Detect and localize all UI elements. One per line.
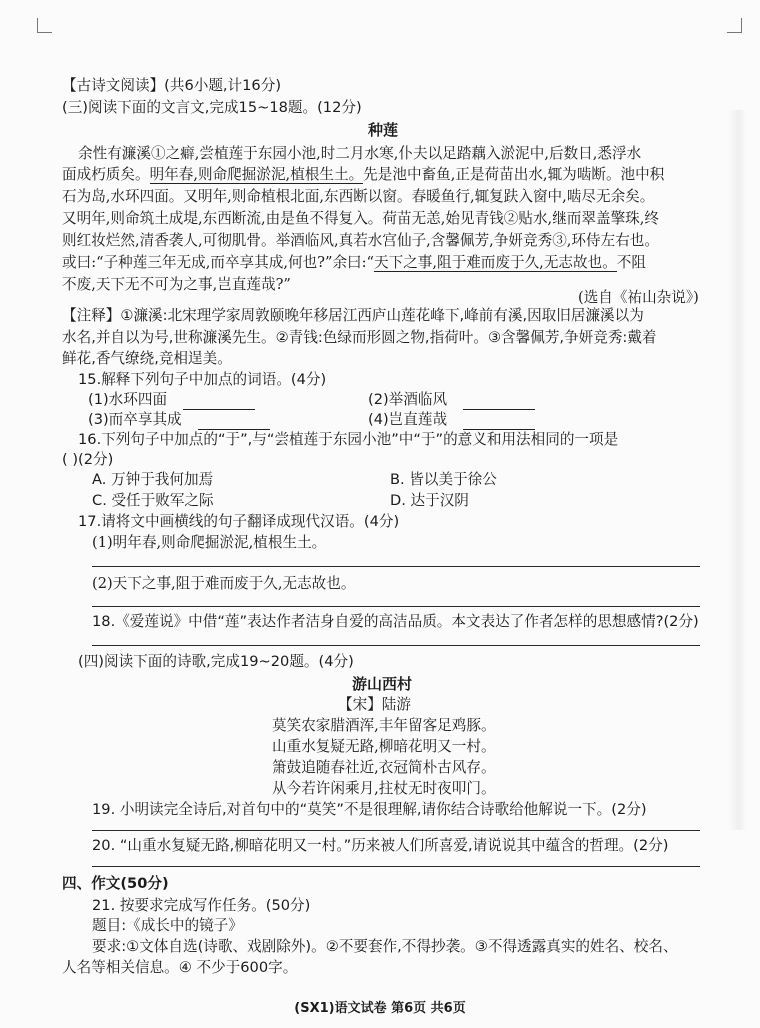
q17-answer-line-1[interactable] <box>92 566 700 567</box>
q15-item-4: (4)岂直莲哉 <box>368 410 535 430</box>
q15-stem: 15.解释下列句子中加点的词语。(4分) <box>78 371 327 388</box>
q15-answer-2[interactable] <box>463 395 535 410</box>
section-header: 【古诗文阅读】(共6小题,计16分) <box>62 77 282 94</box>
passage-line-2-start: 面成朽质矣。 <box>62 166 150 183</box>
composition-title: 题目:《成长中的镜子》 <box>92 917 243 934</box>
q15-item-2: (2)举酒临风 <box>368 390 535 410</box>
poem-line-2: 山重水复疑无路,柳暗花明又一村。 <box>272 738 496 755</box>
q16-option-c[interactable]: C. 受任于败军之际 <box>92 492 214 509</box>
q18-answer-line[interactable] <box>92 645 700 646</box>
passage-title: 种莲 <box>368 121 399 139</box>
q15-answer-4[interactable] <box>463 415 535 430</box>
passage-line-7: 不废,天下无不可为之事,岂直莲哉?” <box>62 276 291 293</box>
passage-line-6-start: 或曰:“子种莲三年无成,而卒享其成,何也?”余曰:“ <box>62 254 375 271</box>
q16-option-a[interactable]: A. 万钟于我何加焉 <box>92 471 214 488</box>
q15-item-1: (1)水环四面 <box>88 390 255 410</box>
q16-stem-2: ( )(2分) <box>62 451 114 468</box>
notes-line-3: 鲜花,香气缭绕,竞相逞美。 <box>62 350 232 367</box>
q18-stem: 18.《爱莲说》中借“莲”表达作者洁身自爱的高洁品质。本文表达了作者怎样的思想感情?(2分) <box>92 613 699 630</box>
passage-line-5: 则红妆烂然,清香袭人,可彻肌骨。举酒临风,真若水宫仙子,含馨佩芳,争妍竞秀③,环侍左右也。 <box>62 232 659 249</box>
q16-option-d[interactable]: D. 达于汉阴 <box>390 492 469 509</box>
part4-heading: (四)阅读下面的诗歌,完成19~20题。(4分) <box>78 653 354 670</box>
q15-answer-1[interactable] <box>183 395 255 410</box>
composition-requirement-2: 人名等相关信息。④ 不少于600字。 <box>62 959 298 976</box>
q15-answer-3[interactable] <box>198 415 270 430</box>
q20-answer-line[interactable] <box>92 866 700 867</box>
q17-sentence-1: (1)明年春,则命爬掘淤泥,植根生土。 <box>92 534 327 551</box>
q19-stem: 19. 小明读完全诗后,对首句中的“莫笑”不是很理解,请你结合诗歌给他解说一下。(2分) <box>92 801 647 818</box>
q19-answer-line[interactable] <box>92 830 700 831</box>
page-footer: (SX1)语文试卷 第6页 共6页 <box>294 1001 466 1016</box>
poem-author: 【宋】陆游 <box>338 696 411 713</box>
passage-line-4: 又明年,则命筑土成堤,东西断流,由是鱼不得复入。荷苗无恙,始见青钱②贴水,继而翠盖擎珠,终 <box>62 210 659 227</box>
q16-option-b[interactable]: B. 皆以美于徐公 <box>390 471 497 488</box>
notes-line-2: 水名,并自以为号,世称濂溪先生。②青钱:色绿而形圆之物,指荷叶。③含馨佩芳,争妍竞秀:戴着 <box>62 329 657 346</box>
q16-stem: 16.下列句子中加点的“于”,与“尝植莲于东园小池”中“于”的意义和用法相同的一项是 <box>78 431 619 448</box>
q17-sentence-2: (2)天下之事,阻于难而废于久,无志故也。 <box>92 575 356 592</box>
q21-stem: 21. 按要求完成写作任务。(50分) <box>92 897 311 914</box>
notes-line-1: 【注释】①濂溪:北宋理学家周敦颐晚年移居江西庐山莲花峰下,峰前有溪,因取旧居濂溪以为 <box>62 307 644 324</box>
q20-stem: 20. “山重水复疑无路,柳暗花明又一村。”历来被人们所喜爱,请说说其中蕴含的哲理。(2分) <box>92 837 669 854</box>
scan-shadow <box>728 110 746 830</box>
poem-line-3: 箫鼓追随春社近,衣冠简朴古风存。 <box>272 759 496 776</box>
poem-title: 游山西村 <box>352 675 413 693</box>
underlined-sentence-2: 天下之事,阻于难而废于久,无志故也。 <box>374 254 617 271</box>
passage-line-3: 石为岛,水环四面。又明年,则命植根北面,东西断以窗。春暖鱼行,辄复趺入窗中,啮尽无余矣。 <box>62 188 655 205</box>
composition-requirement-1: 要求:①文体自选(诗歌、戏剧除外)。②不要套作,不得抄袭。③不得透露真实的姓名、校名、 <box>92 938 678 955</box>
underlined-sentence-1: 明年春,则命爬掘淤泥,植根生土。 <box>149 166 364 183</box>
poem-line-4: 从今若许闲乘月,拄杖无时夜叩门。 <box>272 780 496 797</box>
passage-line-1: 余性有濂溪①之癖,尝植莲于东园小池,时二月水寒,仆夫以足踏藕入淤泥中,后数日,悉浮水 <box>78 145 642 162</box>
composition-heading: 四、作文(50分) <box>62 875 169 892</box>
q17-stem: 17.请将文中画横线的句子翻译成现代汉语。(4分) <box>78 513 400 530</box>
crop-mark-top-left <box>37 18 52 33</box>
q17-answer-line-2[interactable] <box>92 606 700 607</box>
poem-line-1: 莫笑农家腊酒浑,丰年留客足鸡豚。 <box>272 717 496 734</box>
passage-line-6-end: 不阻 <box>616 254 646 271</box>
passage-line-6 <box>62 253 646 273</box>
passage-line-2-end: 先是池中畜鱼,正是荷苗出水,辄为啮断。池中积 <box>363 166 665 183</box>
passage-source: (选自《祐山杂说》) <box>578 289 699 306</box>
passage-line-2 <box>62 165 664 185</box>
part3-heading: (三)阅读下面的文言文,完成15~18题。(12分) <box>62 99 362 116</box>
q15-item-3: (3)而卒享其成 <box>88 410 270 430</box>
crop-mark-top-right <box>727 18 742 33</box>
